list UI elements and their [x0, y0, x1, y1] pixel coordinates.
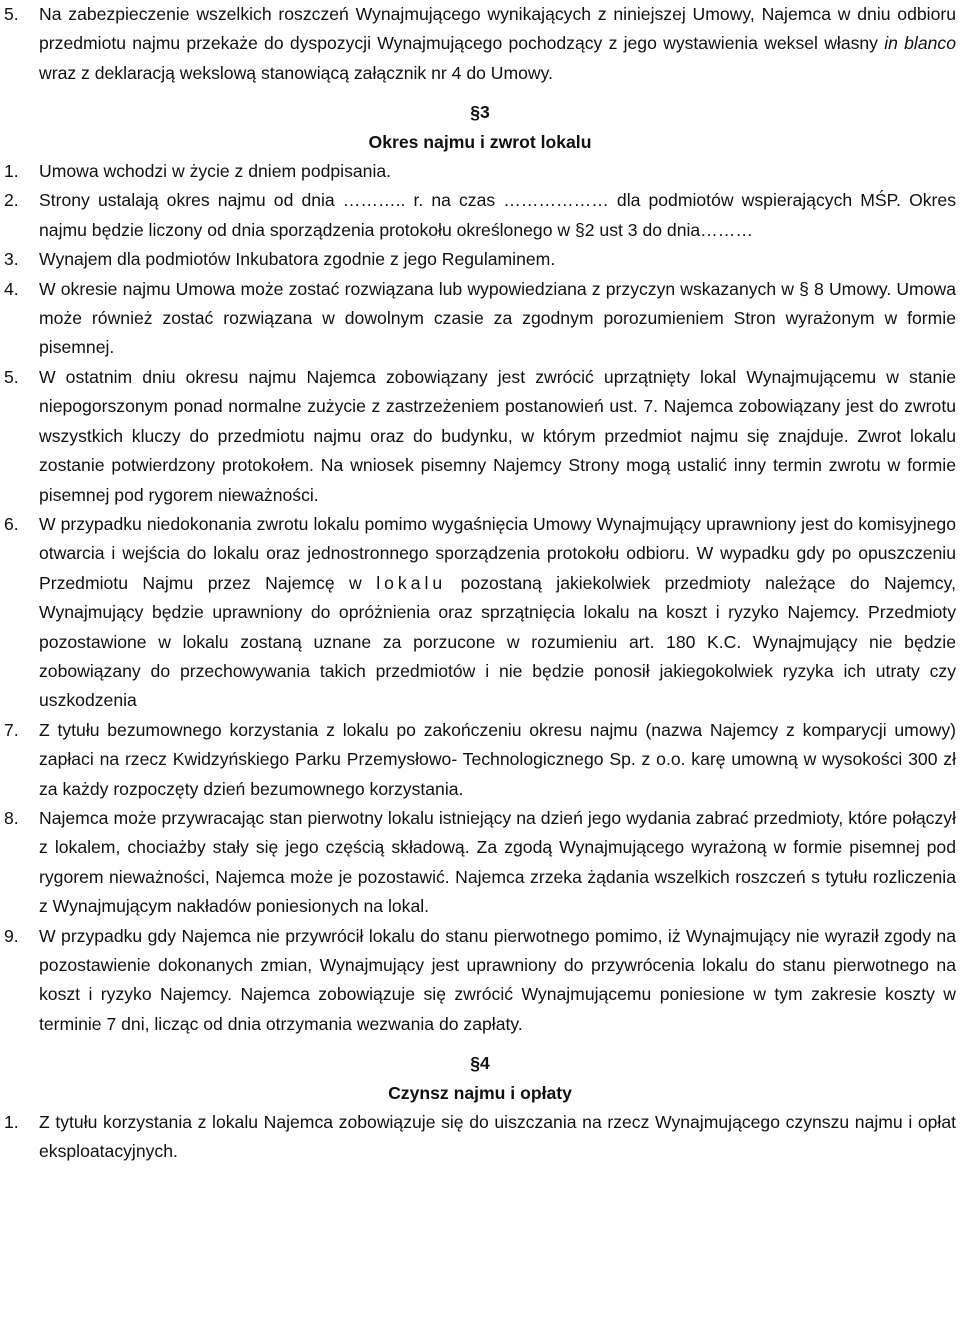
item-text-end: wraz z deklaracją wekslową stanowiącą załącznik nr 4 do Umowy. — [39, 62, 554, 83]
item-text: W przypadku niedokonania zwrotu lokalu pomimo wygaśnięcia Umowy Wynajmujący uprawniony jest do komisyjnego otwarcia i wejścia do lokalu oraz jednostronnego sporządzenia protokołu odbioru. W wypadku gdy po opuszczeniu Przedmiotu Najmu przez Najemcę w — [39, 513, 956, 593]
list-item — [4, 275, 956, 363]
item-number: 1. — [4, 161, 19, 182]
item-text: Z tytułu bezumownego korzystania z lokalu po zakończeniu okresu najmu (nazwa Najemcy z komparycji umowy) zapłaci na rzecz Kwidzyńskiego Parku Przemysłowo- Technologicznego Sp. z o.o. karę umowną w wysokości 300 zł za każdy rozpoczęty dzień bezumownego korzystania. — [39, 719, 956, 799]
item-text: Umowa wchodzi w życie z dniem podpisania. — [39, 161, 392, 182]
section-number: §3 — [470, 102, 490, 123]
list-item — [4, 1108, 956, 1167]
item-number: 4. — [4, 278, 19, 299]
list-item — [4, 716, 956, 804]
item-text: W przypadku gdy Najemca nie przywrócił lokalu do stanu pierwotnego pomimo, iż Wynajmujący nie wyraził zgody na pozostawienie dokonanych zmian, Wynajmujący jest uprawniony do przywrócenia lokalu do stanu pierwotnego na koszt i ryzyko Najemcy. Najemca zobowiązuje się zwrócić Wynajmującemu poniesione w tym zakresie koszty w terminie 7 dni, licząc od dnia otrzymania wezwania do zapłaty. — [39, 925, 956, 1034]
list-item — [4, 363, 956, 510]
section-title: Okres najmu i zwrot lokalu — [368, 131, 592, 152]
section-3-list — [4, 157, 956, 1039]
item-number: 3. — [4, 249, 19, 270]
list-item — [4, 804, 956, 922]
item-text-end: pozostaną jakiekolwiek przedmioty należące do Najemcy, Wynajmujący będzie uprawniony do opróżnienia oraz sprzątnięcia lokalu na koszt i ryzyko Najemcy. Przedmioty pozostawione w lokalu zostaną uznane za porzucone w rozumieniu art. 180 K.C. Wynajmujący nie będzie zobowiązany do przechowywania takich przedmiotów i nie będzie ponosił jakiegokolwiek ryzyka ich utraty czy uszkodzenia — [39, 572, 956, 711]
list-item — [4, 157, 956, 186]
list-item — [4, 510, 956, 716]
section-number: §4 — [470, 1053, 490, 1074]
item-number: 5. — [4, 4, 19, 24]
item-text: Z tytułu korzystania z lokalu Najemca zobowiązuje się do uiszczania na rzecz Wynajmującego czynszu najmu i opłat eksploatacyjnych. — [39, 1112, 956, 1162]
item-text: W ostatnim dniu okresu najmu Najemca zobowiązany jest zwrócić uprzątnięty lokal Wynajmującemu w stanie niepogorszonym ponad normalne zużycie z zastrzeżeniem postanowień ust. 7. Najemca zobowiązany jest do zwrotu wszystkich kluczy do przedmiotu najmu oraz do budynku, w którym przedmiot najmu się znajduje. Zwrot lokalu zostanie potwierdzony protokołem. Na wniosek pisemny Najemcy Strony mogą ustalić inny termin zwrotu w formie pisemnej pod rygorem nieważności. — [39, 366, 956, 505]
item-text: Na zabezpieczenie wszelkich roszczeń Wynajmującego wynikających z niniejszej Umowy, Najemca w dniu odbioru przedmiotu najmu przekaże do dyspozycji Wynajmującego pochodzący z jego wystawienia weksel własny — [39, 4, 956, 54]
section-title: Czynsz najmu i opłaty — [388, 1082, 572, 1103]
item-text-italic: in blanco — [884, 33, 956, 54]
item-text: Najemca może przywracając stan pierwotny lokalu istniejący na dzień jego wydania zabrać przedmioty, które połączył z lokalem, chociażby stały się jego częścią składową. Za zgodą Wynajmującego wyrażoną w formie pisemnej pod rygorem nieważności, Najemca może je pozostawić. Najemca zrzeka żądania wszelkich roszczeń s tytułu rozliczenia z Wynajmującym nakładów poniesionych na lokal. — [39, 807, 956, 917]
paragraph-list-prev-section — [4, 0, 956, 88]
list-item — [4, 245, 956, 274]
item-text: Wynajem dla podmiotów Inkubatora zgodnie z jego Regulaminem. — [39, 249, 556, 270]
item-number: 7. — [4, 719, 19, 740]
item-text-spaced: lokalu — [376, 572, 447, 593]
list-item — [4, 922, 956, 1040]
item-number: 1. — [4, 1112, 19, 1133]
item-text: Strony ustalają okres najmu od dnia ……….. r. na czas ……………… dla podmiotów wspierających MŚP. Okres najmu będzie liczony od dnia sporządzenia protokołu określonego w §2 ust 3 do dnia……… — [39, 190, 956, 240]
item-text: W okresie najmu Umowa może zostać rozwiązana lub wypowiedziana z przyczyn wskazanych w § 8 Umowy. Umowa może również zostać rozwiązana w dowolnym czasie za zgodnym porozumieniem Stron wyrażonym w formie pisemnej. — [39, 278, 956, 358]
section-4-list — [4, 1108, 956, 1167]
item-number: 9. — [4, 925, 19, 946]
list-item — [4, 186, 956, 245]
item-number: 6. — [4, 513, 19, 534]
item-number: 8. — [4, 807, 19, 828]
list-item — [4, 0, 956, 88]
item-number: 5. — [4, 366, 19, 387]
item-number: 2. — [4, 190, 19, 211]
